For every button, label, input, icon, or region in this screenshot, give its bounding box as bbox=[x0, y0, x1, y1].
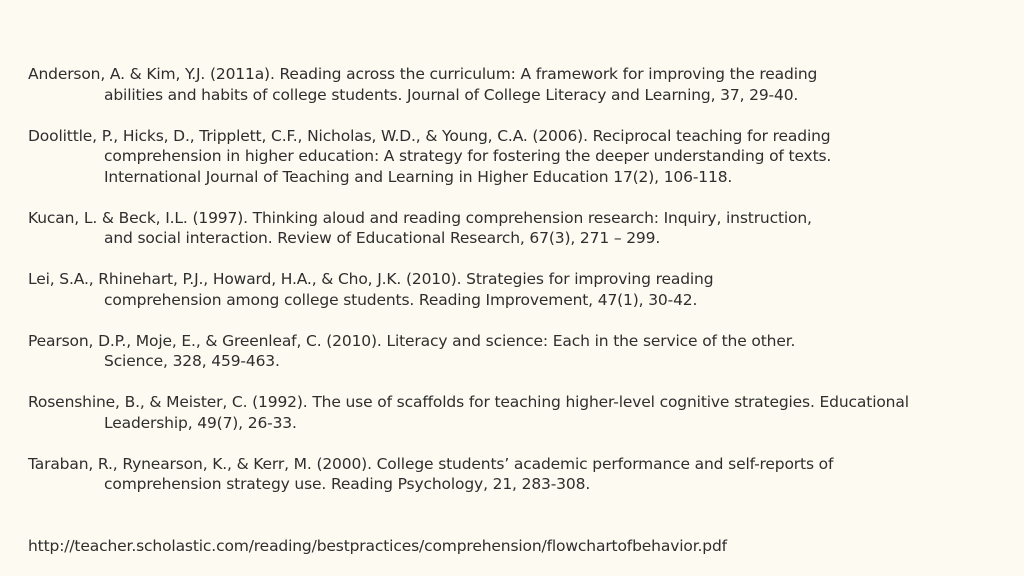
reference-line: Lei, S.A., Rhinehart, P.J., Howard, H.A., & Cho, J.K. (2010). Strategies for improving reading bbox=[28, 270, 714, 288]
reference-taraban bbox=[28, 454, 988, 495]
reference-anderson-kim bbox=[28, 64, 988, 105]
reference-line: and social interaction. Review of Educational Research, 67(3), 271 – 299. bbox=[104, 229, 661, 247]
reference-line: Leadership, 49(7), 26-33. bbox=[104, 413, 297, 432]
reference-line: International Journal of Teaching and Learning in Higher Education 17(2), 106-118. bbox=[104, 167, 733, 186]
reference-lei bbox=[28, 269, 988, 310]
reference-line: Science, 328, 459-463. bbox=[104, 352, 280, 370]
reference-doolittle bbox=[28, 126, 988, 188]
reference-line: Kucan, L. & Beck, I.L. (1997). Thinking aloud and reading comprehension research: Inquiry, instruction, bbox=[28, 208, 812, 227]
reference-line: abilities and habits of college students. Journal of College Literacy and Learning, 37, 29-40. bbox=[104, 85, 799, 104]
reference-line: comprehension strategy use. Reading Psychology, 21, 283-308. bbox=[104, 475, 591, 493]
reference-rosenshine bbox=[28, 392, 988, 433]
reference-line: comprehension among college students. Reading Improvement, 47(1), 30-42. bbox=[104, 290, 698, 309]
reference-line: Doolittle, P., Hicks, D., Tripplett, C.F., Nicholas, W.D., & Young, C.A. (2006). Reciprocal teaching for reading bbox=[28, 126, 831, 145]
reference-kucan-beck bbox=[28, 208, 988, 249]
source-url: http://teacher.scholastic.com/reading/bestpractices/comprehension/flowchartofbehavior.pdf bbox=[28, 537, 727, 555]
reference-line: Taraban, R., Rynearson, K., & Kerr, M. (2000). College students’ academic performance and self-reports of bbox=[28, 454, 834, 473]
reference-pearson bbox=[28, 331, 988, 372]
reference-line: comprehension in higher education: A strategy for fostering the deeper understanding of texts. bbox=[104, 147, 832, 165]
reference-list bbox=[28, 64, 988, 515]
reference-line: Pearson, D.P., Moje, E., & Greenleaf, C. (2010). Literacy and science: Each in the service of the other. bbox=[28, 331, 796, 350]
reference-line: Rosenshine, B., & Meister, C. (1992). The use of scaffolds for teaching higher-level cognitive strategies. Educational bbox=[28, 393, 909, 411]
reference-line: Anderson, A. & Kim, Y.J. (2011a). Reading across the curriculum: A framework for improving the reading bbox=[28, 65, 818, 83]
